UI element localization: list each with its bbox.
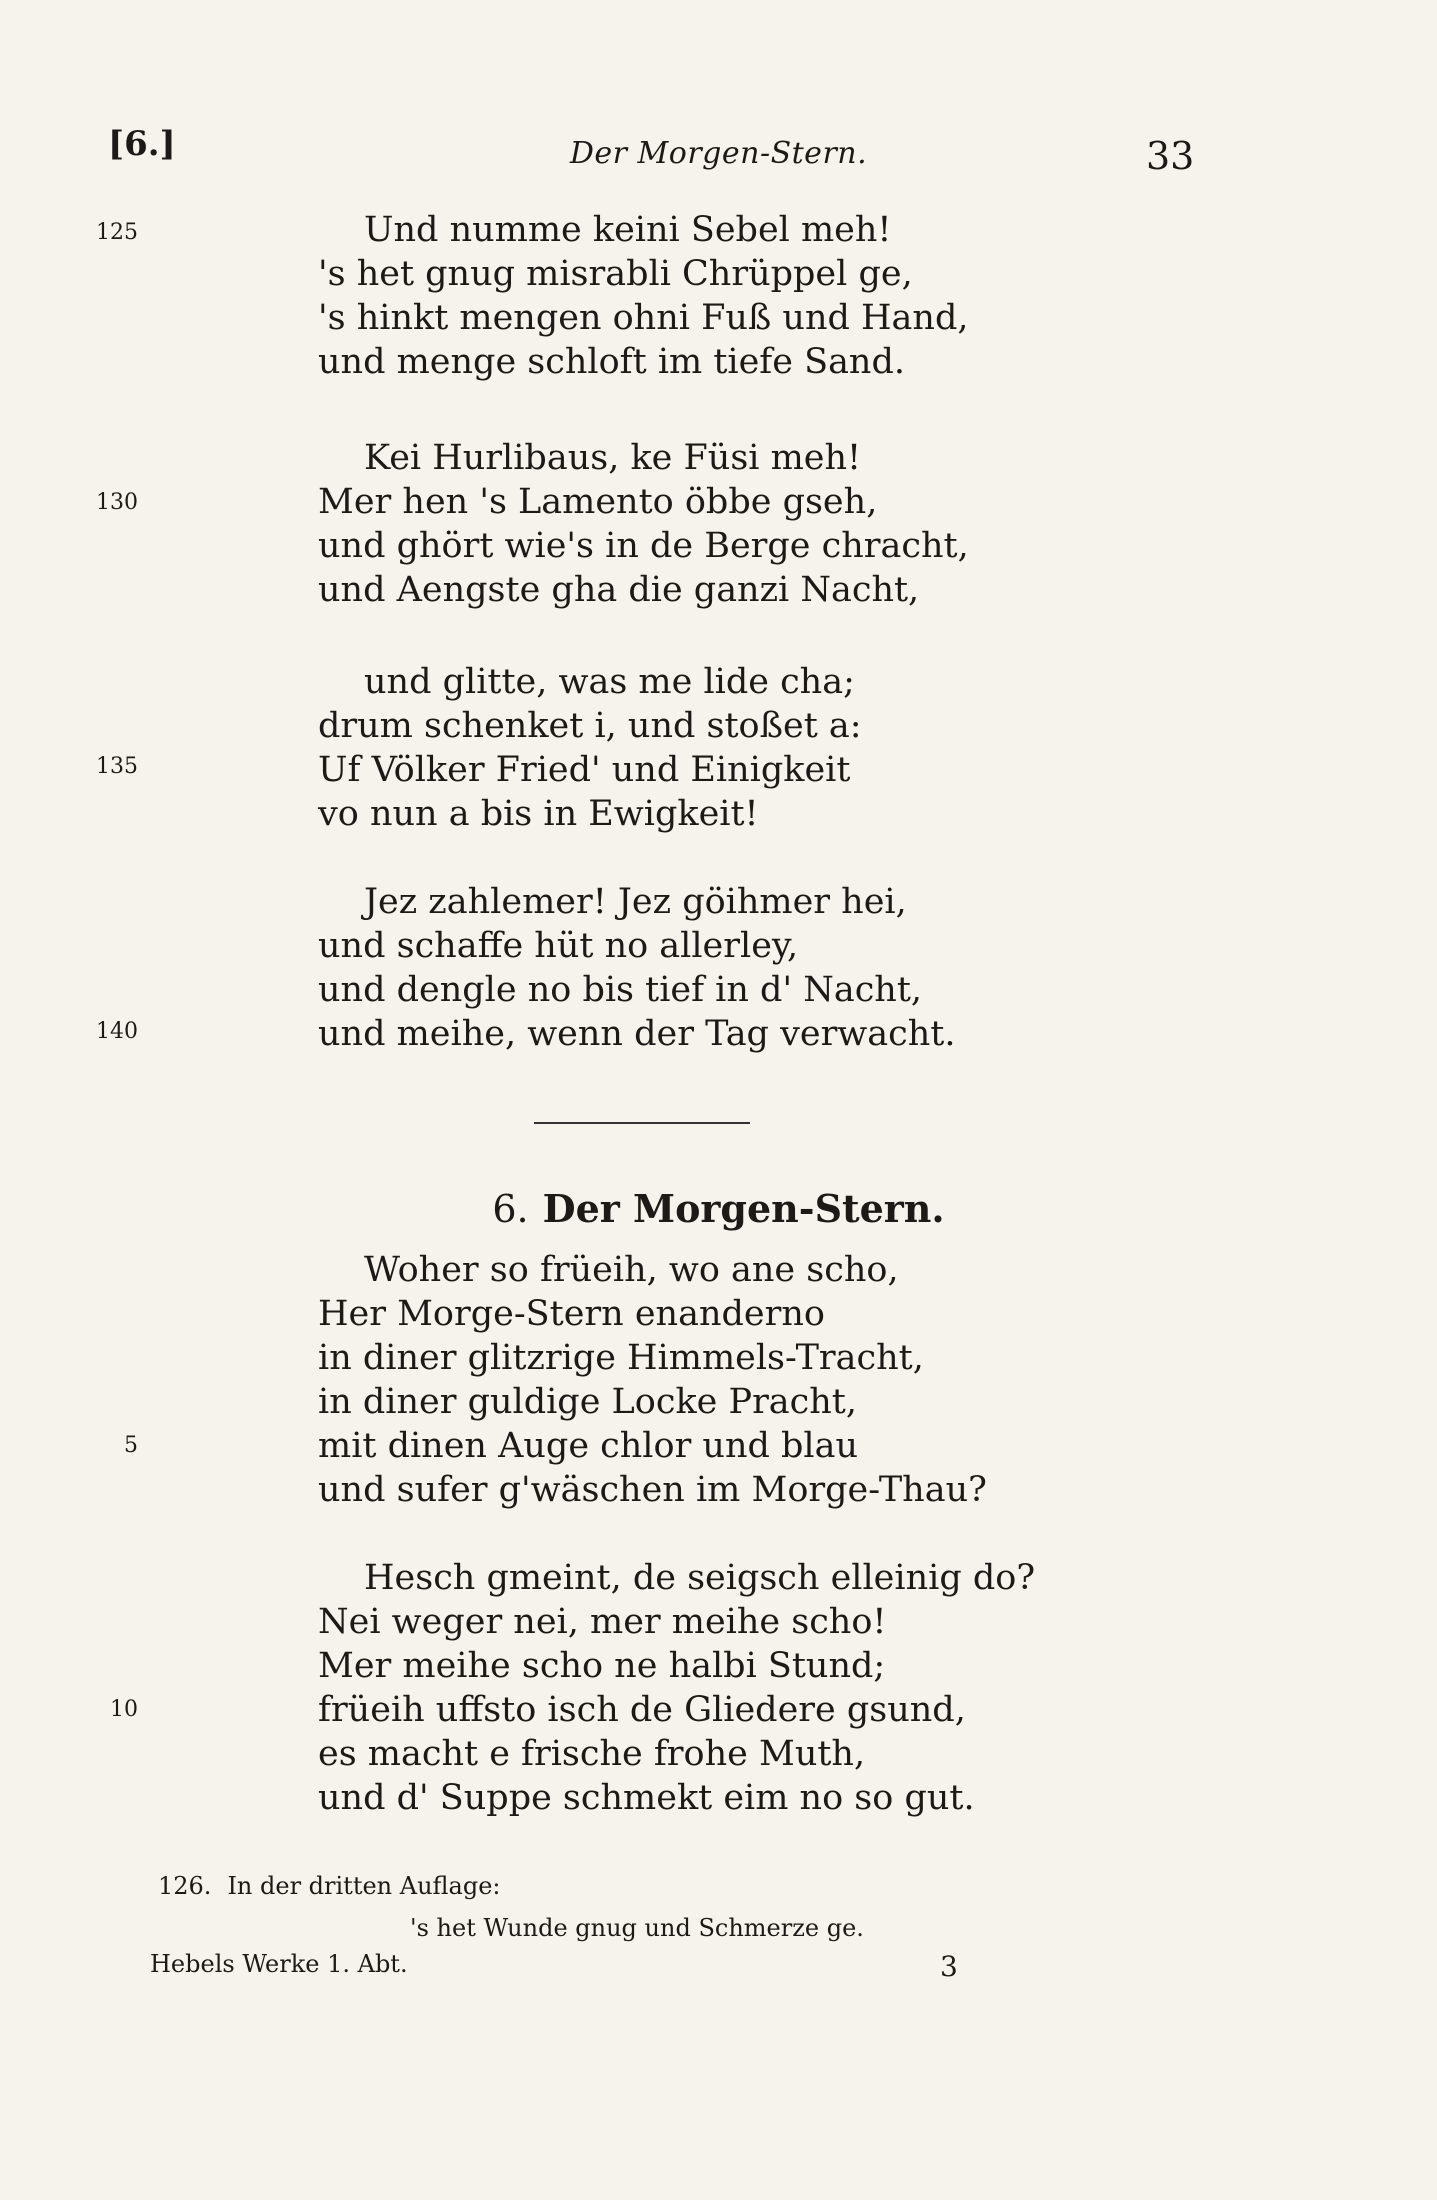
footnote-quote: 's het Wunde gnug und Schmerze ge. (410, 1914, 864, 1942)
verse-line: Kei Hurlibaus, ke Füsi meh! (364, 438, 862, 478)
poem-title (0, 1186, 1437, 1231)
stanza (318, 660, 1218, 836)
verse-line: und glitte, was me lide cha; (364, 662, 855, 702)
line-number: 140 (96, 1019, 138, 1044)
verse-line: und meihe, wenn der Tag verwacht. (318, 1014, 956, 1054)
section-marker: [6.] (108, 124, 176, 164)
stanza (318, 208, 1218, 384)
verse-line: früeih uffsto isch de Gliedere gsund, (318, 1690, 966, 1730)
line-number: 125 (96, 220, 138, 245)
verse-line: und d' Suppe schmekt eim no so gut. (318, 1778, 975, 1818)
verse-line: Und numme keini Sebel meh! (364, 210, 892, 250)
stanza (318, 880, 1218, 1056)
page-number: 33 (1146, 134, 1195, 178)
verse-line: und Aengste gha die ganzi Nacht, (318, 570, 920, 610)
verse-line: Nei weger nei, mer meihe scho! (318, 1602, 887, 1642)
verse-line: Woher so früeih, wo ane scho, (364, 1250, 899, 1290)
line-number: 135 (96, 754, 138, 779)
verse-line: 's hinkt mengen ohni Fuß und Hand, (318, 298, 969, 338)
verse-line: und schaffe hüt no allerley, (318, 926, 799, 966)
verse-line: drum schenket i, und stoßet a: (318, 706, 862, 746)
verse-line: Hesch gmeint, de seigsch elleinig do? (364, 1558, 1036, 1598)
footnote-text: In der dritten Auflage: (227, 1872, 501, 1900)
verse-line: vo nun a bis in Ewigkeit! (318, 794, 759, 834)
signature-title: Hebels Werke 1. Abt. (150, 1950, 408, 1978)
verse-line: und ghört wie's in de Berge chracht, (318, 526, 969, 566)
verse-line: Uf Völker Fried' und Einigkeit (318, 750, 851, 790)
signature-mark: 3 (940, 1950, 958, 1983)
verse-line: es macht e frische frohe Muth, (318, 1734, 866, 1774)
line-number: 5 (124, 1433, 138, 1458)
verse-line: Mer hen 's Lamento öbbe gseh, (318, 482, 878, 522)
verse-line: in diner glitzrige Himmels-Tracht, (318, 1338, 924, 1378)
verse-line: Her Morge-Stern enanderno (318, 1294, 825, 1334)
verse-line: 's het gnug misrabli Chrüppel ge, (318, 254, 913, 294)
line-number: 130 (96, 490, 138, 515)
verse-line: Jez zahlemer! Jez göihmer hei, (364, 882, 907, 922)
verse-line: in diner guldige Locke Pracht, (318, 1382, 857, 1422)
verse-line: und sufer g'wäschen im Morge-Thau? (318, 1470, 987, 1510)
footnote-label: 126. (158, 1872, 212, 1900)
section-divider (534, 1122, 750, 1124)
verse-line: und menge schloft im tiefe Sand. (318, 342, 906, 382)
stanza (318, 436, 1218, 612)
poem-title-text: Der Morgen-Stern. (542, 1186, 945, 1231)
stanza (318, 1556, 1218, 1820)
footnote (158, 1872, 501, 1900)
poem-number: 6. (492, 1187, 529, 1231)
verse-line: Mer meihe scho ne halbi Stund; (318, 1646, 886, 1686)
verse-line: mit dinen Auge chlor und blau (318, 1426, 859, 1466)
stanza (318, 1248, 1218, 1512)
verse-line: und dengle no bis tief in d' Nacht, (318, 970, 923, 1010)
line-number: 10 (110, 1697, 138, 1722)
running-title: Der Morgen-Stern. (569, 136, 868, 171)
